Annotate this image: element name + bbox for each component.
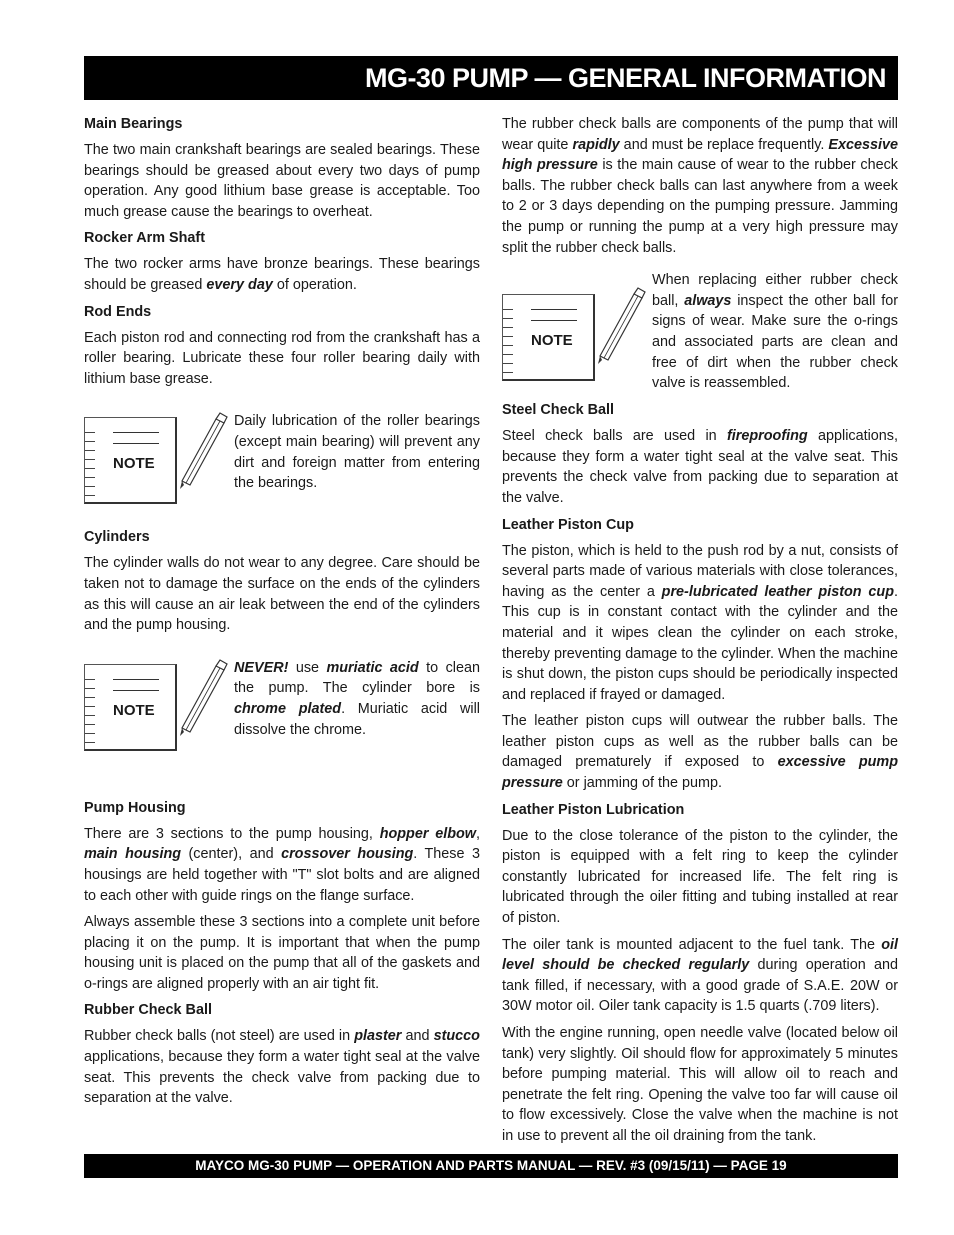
- page-title: MG-30 PUMP — GENERAL INFORMATION: [84, 56, 898, 100]
- notepad-icon: [502, 294, 595, 381]
- left-column: [84, 114, 480, 1115]
- paragraph: The rubber check balls are components of the pump that will wear quite rapidly and must be replace frequently. Excessive high pressure is the main cause of wear to the rubber check balls. The rubber check balls can last anywhere from a week to 2 or 3 days depending on the pumping pressure. Jamming the pump or running the pump at a very high pressure may split the rubber check balls.: [502, 116, 898, 256]
- section-heading: Rocker Arm Shaft: [84, 230, 206, 247]
- right-column: [502, 114, 898, 1153]
- paragraph: There are 3 sections to the pump housing, hopper elbow, main housing (center), and crossover housing. These 3 housings are held together with "T" slot bolts and are aligned to each other with guide rings on the flange surface.: [84, 825, 480, 904]
- pencil-icon: [594, 286, 646, 366]
- page-footer: MAYCO MG-30 PUMP — OPERATION AND PARTS MANUAL — REV. #3 (09/15/11) — PAGE 19: [84, 1154, 898, 1178]
- notepad-icon: [84, 664, 177, 751]
- section-heading: Leather Piston Lubrication: [502, 801, 685, 818]
- paragraph: The leather piston cups will outwear the rubber balls. The leather piston cups as well as the rubber balls can be damaged prematurely if exposed to excessive pump pressure or jamming of the pump.: [502, 713, 898, 792]
- section-heading: Steel Check Ball: [502, 402, 614, 419]
- note-label: NOTE: [531, 332, 573, 350]
- note-text: When replacing either rubber check ball, always inspect the other ball for signs of wear. Make sure the o-rings and associated parts are clean and free of dirt when the rubber check valve is reassembled.: [652, 272, 898, 392]
- note-box: [502, 270, 898, 390]
- paragraph: The piston, which is held to the push rod by a nut, consists of several parts made of various materials with close tolerances, having as the center a pre-lubricated leather piston cup. This cup is in constant contact with the cylinder and the material and it wipes clean the cylinder on each stroke, thereby preventing damage to the cylinder. When the machine is shut down, the piston cups should be periodically inspected and replaced if frayed or damaged.: [502, 542, 898, 703]
- paragraph: Each piston rod and connecting rod from the crankshaft has a roller bearing. Lubricate these four roller bearing daily with lithium base grease.: [84, 329, 480, 387]
- paragraph: The two main crankshaft bearings are sealed bearings. These bearings should be greased about every two days of pump operation. Any good lithium base grease is acceptable. Too much grease cause the bearings to overheat.: [84, 142, 480, 220]
- section-heading: Leather Piston Cup: [502, 516, 634, 533]
- note-label: NOTE: [113, 701, 155, 719]
- paragraph: Due to the close tolerance of the piston to the cylinder, the piston is equipped with a felt ring to keep the cylinder constantly lubricated for increased life. The felt ring is lubricated through the oiler fitting and tubing installed at rear of piston.: [502, 827, 898, 927]
- section-heading: Cylinders: [84, 529, 150, 546]
- section-heading: Pump Housing: [84, 799, 186, 816]
- paragraph: Steel check balls are used in fireproofing applications, because they form a water tight seal at the valve seat. This prevents the check valve from packing due to separation at the valve.: [502, 428, 898, 506]
- note-box: [84, 411, 480, 505]
- paragraph: The cylinder walls do not wear to any degree. Care should be taken not to damage the surface on the ends of the cylinders as this will cause an air leak between the end of the cylinders and the pump housing.: [84, 555, 480, 634]
- pencil-icon: [176, 658, 228, 738]
- note-text: Daily lubrication of the roller bearings (except main bearing) will prevent any dirt and foreign matter from entering the bearings.: [234, 413, 480, 492]
- paragraph: The two rocker arms have bronze bearings. These bearings should be greased every day of operation.: [84, 256, 480, 293]
- paragraph: With the engine running, open needle valve (located below oil tank) very slightly. Oil should flow for approximately 5 minutes before pumping material. This will allow oil to reach and penetrate the felt ring. Opening the valve too far will cause oil to flow excessively. Close the valve when the machine is not in use to prevent all the oil draining from the tank.: [502, 1025, 898, 1144]
- notepad-icon: [84, 417, 177, 504]
- paragraph: Rubber check balls (not steel) are used in plaster and stucco applications, because they form a water tight seal at the valve seat. This prevents the check valve from packing due to separation at the valve.: [84, 1028, 480, 1107]
- section-heading: Rubber Check Ball: [84, 1002, 212, 1019]
- section-heading: Main Bearings: [84, 116, 183, 132]
- note-text: NEVER! use muriatic acid to clean the pump. The cylinder bore is chrome plated. Muriatic acid will dissolve the chrome.: [234, 659, 480, 738]
- pencil-icon: [176, 411, 228, 491]
- note-label: NOTE: [113, 455, 155, 473]
- section-heading: Rod Ends: [84, 303, 152, 320]
- paragraph: The oiler tank is mounted adjacent to the fuel tank. The oil level should be checked regularly during operation and tank filled, if necessary, with a good grade of S.A.E. 20W or 30W motor oil. Oiler tank capacity is 1.5 quarts (.709 liters).: [502, 936, 898, 1015]
- paragraph: Always assemble these 3 sections into a complete unit before placing it on the pump. It is important that when the pump housing unit is placed on the pump that all of the gaskets and o-rings are aligned properly with an air tight fit.: [84, 914, 480, 992]
- note-box: [84, 658, 480, 752]
